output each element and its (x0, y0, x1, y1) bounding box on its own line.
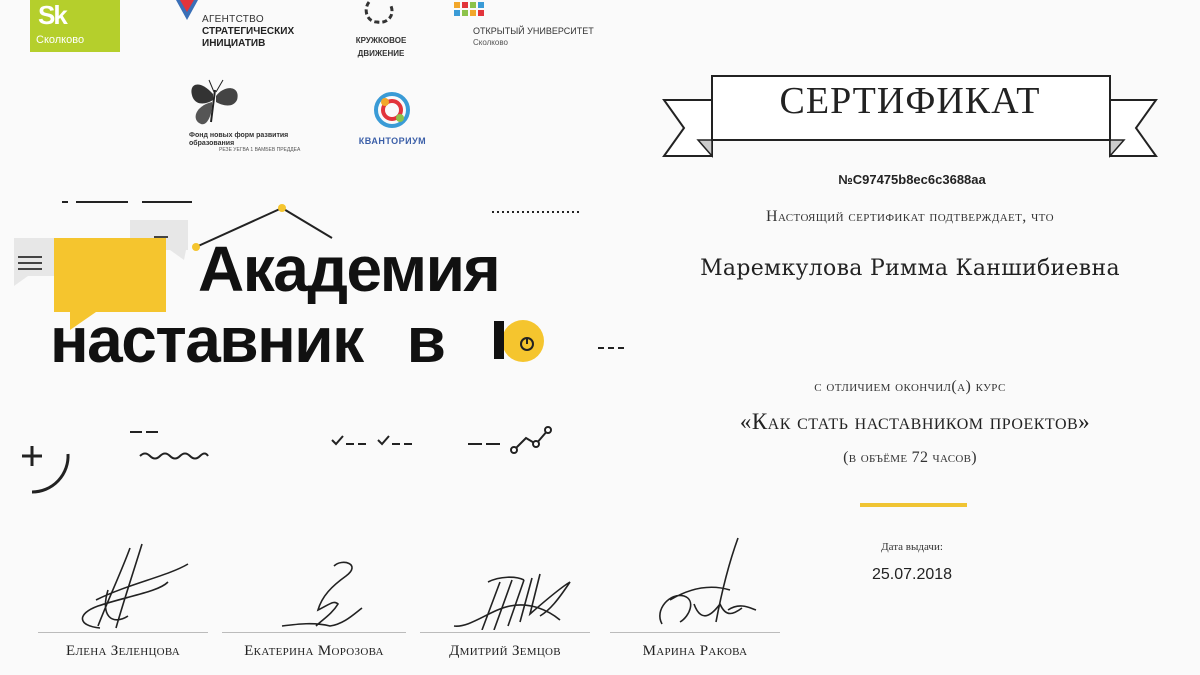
signature-line-4 (610, 632, 780, 633)
asi-logo (172, 0, 322, 60)
open-university-logo (452, 0, 622, 50)
signatory-name-4: Марина Ракова (642, 643, 748, 659)
butterfly-icon (185, 78, 245, 130)
certificate-title: СЕРТИФИКАТ (779, 80, 1041, 122)
signature-block-1 (38, 530, 208, 670)
academy-title-line2 (50, 303, 445, 377)
signatory-name-1: Елена Зеленцова (65, 643, 181, 659)
open-university-line1: ОТКРЫТЫЙ УНИВЕРСИТЕТ (473, 26, 594, 36)
issue-date-label: Дата выдачи: (881, 541, 943, 553)
open-university-icon (452, 0, 486, 24)
signature-4 (610, 530, 780, 630)
signature-block-2 (222, 530, 406, 670)
kruzhkovoe-logo (346, 0, 416, 60)
skolkovo-mark: Sk (38, 0, 66, 30)
asi-icon (172, 0, 202, 26)
signature-line-1 (38, 632, 208, 633)
certificate-confirms-text: Настоящий сертификат подтверждает, что (766, 208, 1054, 225)
gold-divider (860, 503, 967, 507)
signature-block-4 (610, 530, 780, 670)
yellow-o-shape (494, 320, 544, 362)
checklist-shape (332, 436, 416, 444)
signature-2 (222, 530, 406, 630)
fund-line1: Фонд новых форм развития образования (189, 132, 289, 147)
course-hours: (в объёме 72 часов) (843, 449, 977, 466)
fund-logo (185, 78, 315, 153)
asi-line3: ИНИЦИАТИВ (202, 38, 266, 49)
signature-1 (38, 530, 208, 630)
kruzhkovoe-line2: ДВИЖЕНИЕ (357, 49, 405, 58)
kvantorium-icon (345, 88, 440, 134)
asi-line1: АГЕНТСТВО (202, 14, 264, 25)
open-university-line2: Сколково (473, 38, 508, 47)
asi-line2: СТРАТЕГИЧЕСКИХ (202, 26, 295, 37)
skolkovo-logo (30, 0, 120, 52)
signature-line-2 (222, 632, 406, 633)
plus-arc-shape (22, 446, 68, 492)
kruzhkovoe-icon (361, 0, 401, 28)
academy-title-line2-main: наставник (50, 304, 363, 376)
signature-block-3 (420, 530, 590, 670)
graph-line-shape (468, 427, 551, 453)
kvantorium-name: КВАНТОРИУМ (358, 136, 427, 146)
skolkovo-name: Сколково (36, 34, 85, 46)
signature-3 (420, 530, 590, 630)
signature-line-3 (420, 632, 590, 633)
certificate-number: №C97475b8ec6c3688aa (838, 172, 986, 187)
completed-text: с отличием окончил(а) курс (814, 378, 1006, 395)
academy-title-line2-end: в (406, 304, 445, 376)
kvantorium-logo (345, 88, 440, 148)
recipient-name: Маремкулова Римма Каншибиевна (700, 256, 1120, 281)
issue-date: 25.07.2018 (871, 566, 953, 583)
fund-line2: РЕЗЕ УЕГВА 1 ВАМБЕВ ПРЕДДЕА (219, 147, 301, 153)
academy-title-line1: Академия (198, 233, 500, 305)
signatory-name-3: Дмитрий Земцов (449, 643, 561, 659)
signatory-name-2: Екатерина Морозова (244, 643, 384, 659)
course-title: «Как стать наставником проектов» (739, 409, 1091, 434)
kruzhkovoe-line1: КРУЖКОВОЕ (355, 36, 407, 45)
